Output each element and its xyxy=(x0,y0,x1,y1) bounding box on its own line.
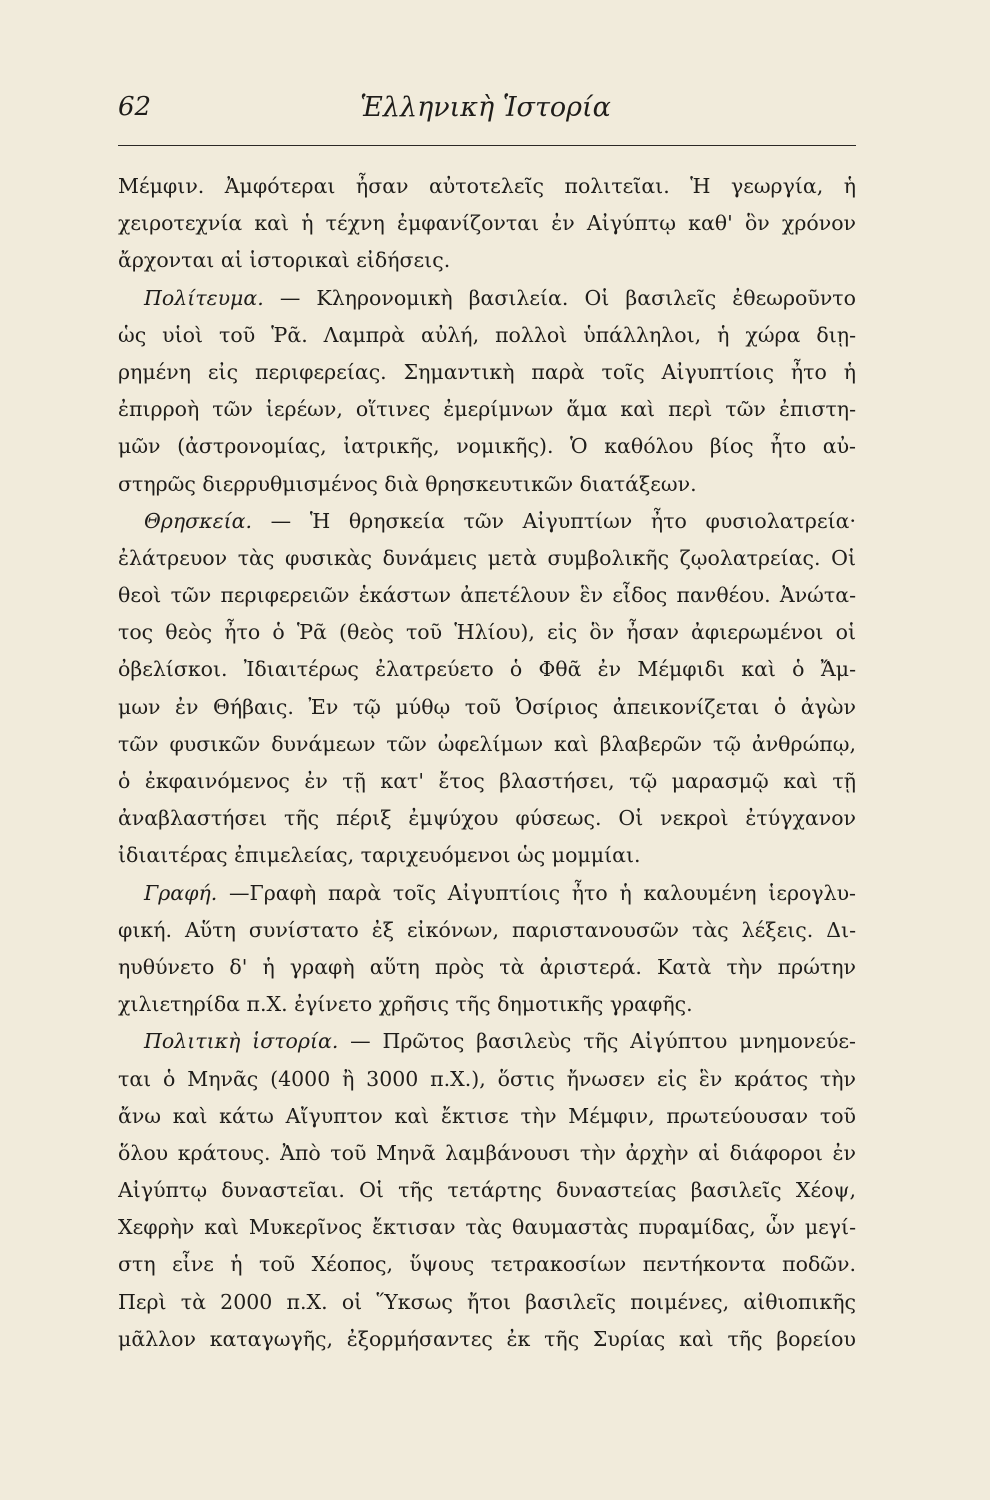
text-line-2: χειροτεχνία καὶ ἡ τέχνη ἐμφανίζονται ἐν Αἰγύπτῳ καθ' ὃν χρόνον xyxy=(118,211,856,236)
running-title: Ἑλληνικὴ Ἱστορία xyxy=(360,92,611,123)
text-line-26: ἄνω καὶ κάτω Αἴγυπτον καὶ ἔκτισε τὴν Μέμφιν, πρωτεύουσαν τοῦ xyxy=(118,1103,856,1128)
text-line-17: ὁ ἐκφαινόμενος ἐν τῇ κατ' ἔτος βλαστήσει, τῷ μαρασμῷ καὶ τῇ xyxy=(118,769,856,793)
section-heading-grafi: Γραφή. xyxy=(144,880,218,905)
text-line-20-body: —Γραφὴ παρὰ τοῖς Αἰγυπτίοις ἦτο ἡ καλουμένη ἱερογλυ- xyxy=(229,880,856,905)
text-line-15: μων ἐν Θήβαις. Ἐν τῷ μύθῳ τοῦ Ὀσίριος ἀπεικονίζεται ὁ ἀγὼν xyxy=(118,694,856,719)
text-line-22: ηυθύνετο δ' ἡ γραφὴ αὕτη πρὸς τὰ ἀριστερά. Κατὰ τὴν πρώτην xyxy=(118,954,856,979)
text-line-6: ρημένη εἰς περιφερείας. Σημαντικὴ παρὰ τοῖς Αἰγυπτίοις ἦτο ἡ xyxy=(118,359,856,384)
text-line-31: Περὶ τὰ 2000 π.Χ. οἱ Ὕκσως ἤτοι βασιλεῖς ποιμένες, αἰθιοπικῆς xyxy=(118,1289,856,1314)
text-line-28: Αἰγύπτῳ δυναστεῖαι. Οἱ τῆς τετάρτης δυναστείας βασιλεῖς Χέοψ, xyxy=(118,1178,856,1203)
text-line-10 xyxy=(118,503,856,540)
section-heading-politiki-istoria: Πολιτικὴ ἱστορία. xyxy=(144,1029,339,1054)
text-line-7: ἐπιρροὴ τῶν ἱερέων, οἵτινες ἐμερίμνων ἅμα καὶ περὶ τῶν ἐπιστη- xyxy=(118,397,856,422)
text-line-5: ὡς υἱοὶ τοῦ Ῥᾶ. Λαμπρὰ αὐλή, πολλοὶ ὑπάλληλοι, ἡ χώρα διῃ- xyxy=(118,322,856,347)
text-line-19: ἰδιαιτέρας ἐπιμελείας, ταριχευόμενοι ὡς μομμίαι. xyxy=(118,843,641,868)
text-line-4-body: — Κληρονομικὴ βασιλεία. Οἱ βασιλεῖς ἐθεωροῦντο xyxy=(279,285,856,310)
section-heading-thriskeia: Θρησκεία. xyxy=(144,508,252,533)
text-line-9: στηρῶς διερρυθμισμένος διὰ θρησκευτικῶν διατάξεων. xyxy=(118,471,697,496)
section-heading-politeuma: Πολίτευμα. xyxy=(144,285,264,310)
text-line-18: ἀναβλαστήσει τῆς πέριξ ἐμψύχου φύσεως. Οἱ νεκροὶ ἐτύγχανον xyxy=(118,806,856,831)
text-line-14: ὀβελίσκοι. Ἰδιαιτέρως ἐλατρεύετο ὁ Φθᾶ ἐν Μέμφιδι καὶ ὁ Ἄμ- xyxy=(118,657,856,682)
text-line-23: χιλιετηρίδα π.Χ. ἐγίνετο χρῆσις τῆς δημοτικῆς γραφῆς. xyxy=(118,992,693,1017)
text-line-3: ἄρχονται αἱ ἱστορικαὶ εἰδήσεις. xyxy=(118,248,451,273)
text-line-29: Χεφρὴν καὶ Μυκερῖνος ἔκτισαν τὰς θαυμαστὰς πυραμίδας, ὧν μεγί- xyxy=(118,1215,856,1240)
text-line-20 xyxy=(118,875,856,912)
text-line-12: θεοὶ τῶν περιφερειῶν ἑκάστων ἀπετέλουν ἓν εἶδος πανθέου. Ἀνώτα- xyxy=(118,583,856,608)
text-line-4 xyxy=(118,280,856,317)
text-line-10-body: — Ἡ θρησκεία τῶν Αἰγυπτίων ἦτο φυσιολατρεία· xyxy=(270,508,856,533)
text-line-24-body: — Πρῶτος βασιλεὺς τῆς Αἰγύπτου μνημονεύε- xyxy=(350,1029,856,1054)
text-line-32: μᾶλλον καταγωγῆς, ἐξορμήσαντες ἐκ τῆς Συρίας καὶ τῆς βορείου xyxy=(118,1326,856,1351)
text-line-27: ὅλου κράτους. Ἀπὸ τοῦ Μηνᾶ λαμβάνουσι τὴν ἀρχὴν αἱ διάφοροι ἐν xyxy=(118,1140,856,1165)
text-line-21: φική. Αὕτη συνίστατο ἐξ εἰκόνων, παριστανουσῶν τὰς λέξεις. Δι- xyxy=(118,917,856,942)
body-text xyxy=(118,168,856,1358)
text-line-24 xyxy=(118,1023,856,1060)
text-line-1: Μέμφιν. Ἀμφότεραι ἦσαν αὐτοτελεῖς πολιτεῖαι. Ἡ γεωργία, ἡ xyxy=(118,174,856,198)
text-line-30: στη εἶνε ἡ τοῦ Χέοπος, ὕψους τετρακοσίων πεντήκοντα ποδῶν. xyxy=(118,1252,856,1277)
text-line-25: ται ὁ Μηνᾶς (4000 ἢ 3000 π.Χ.), ὅστις ἤνωσεν εἰς ἓν κράτος τὴν xyxy=(118,1066,856,1091)
text-line-16: τῶν φυσικῶν δυνάμεων τῶν ὠφελίμων καὶ βλαβερῶν τῷ ἀνθρώπῳ, xyxy=(118,731,856,756)
text-line-11: ἐλάτρευον τὰς φυσικὰς δυνάμεις μετὰ συμβολικῆς ζῳολατρείας. Οἱ xyxy=(118,545,856,570)
running-head xyxy=(118,92,853,136)
text-line-13: τος θεὸς ἦτο ὁ Ῥᾶ (θεὸς τοῦ Ἡλίου), εἰς ὃν ἦσαν ἀφιερωμένοι οἱ xyxy=(118,620,856,645)
page-number: 62 xyxy=(118,92,152,122)
header-rule xyxy=(118,145,856,146)
text-line-8: μῶν (ἀστρονομίας, ἰατρικῆς, νομικῆς). Ὁ καθόλου βίος ἦτο αὐ- xyxy=(118,434,856,459)
